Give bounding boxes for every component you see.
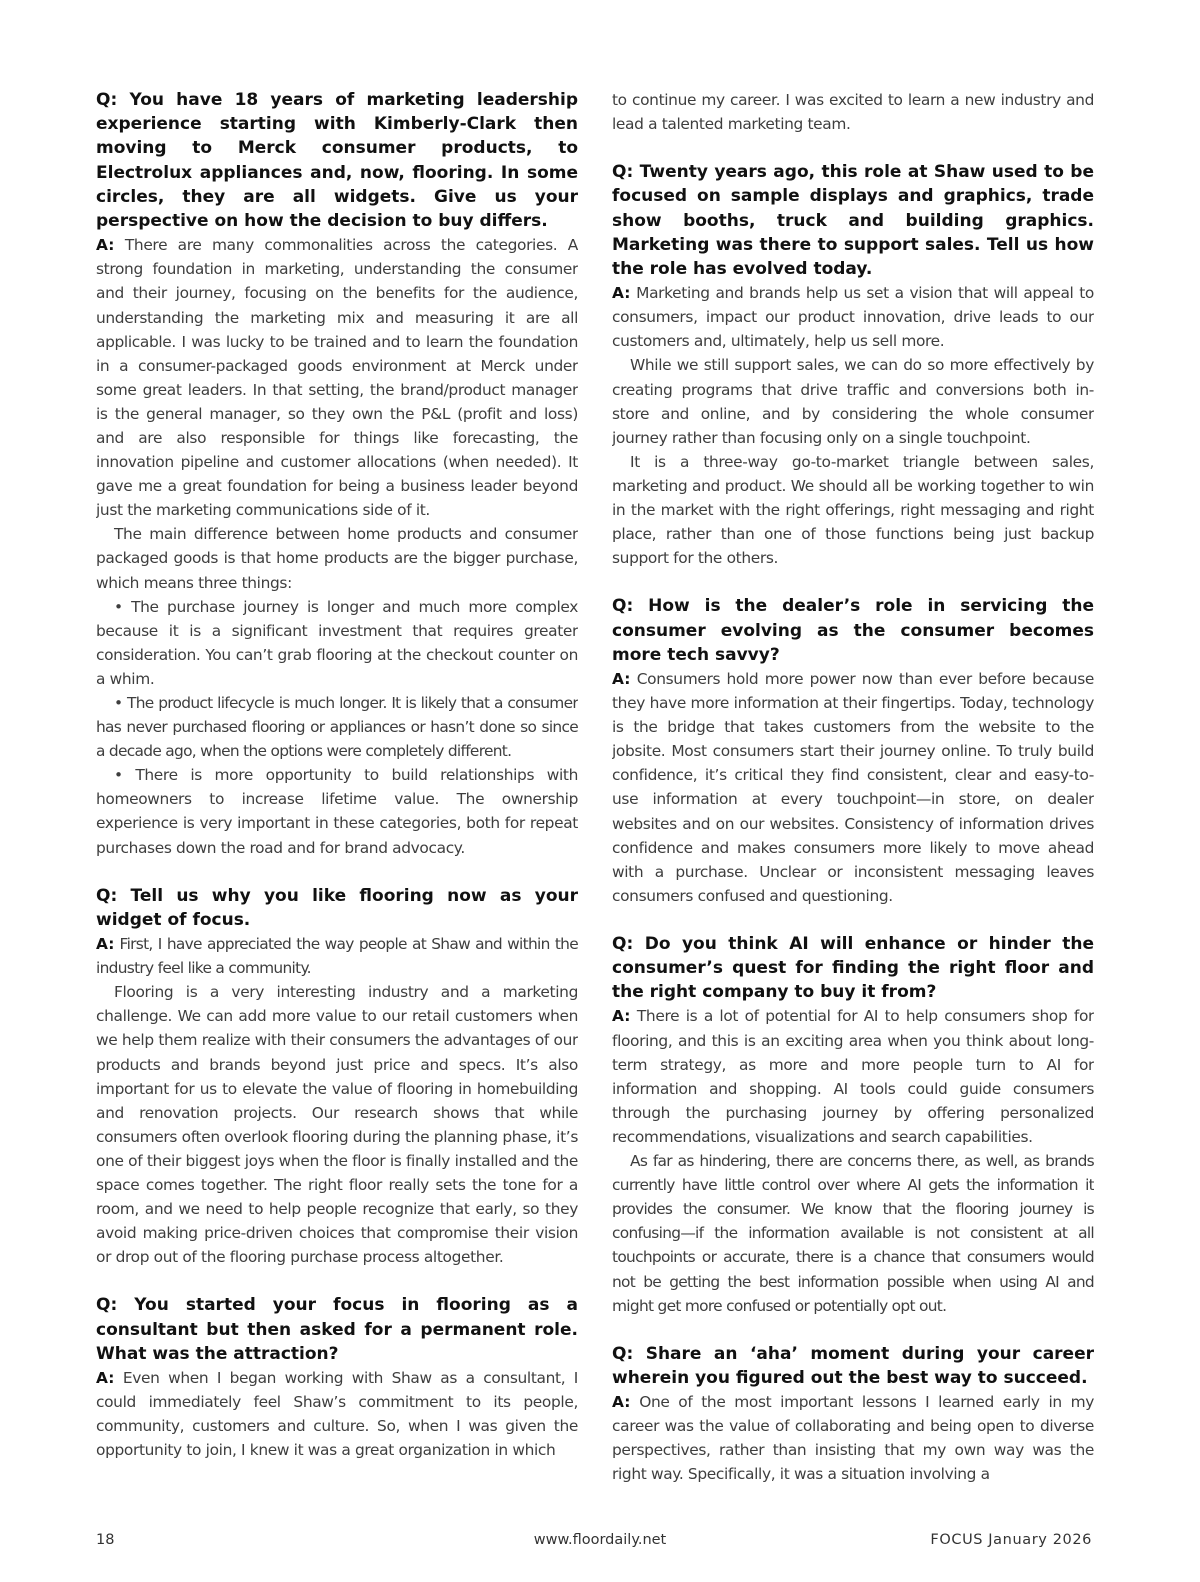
question-heading: Q: Tell us why you like flooring now as your widget of focus. [96, 885, 578, 930]
answer-paragraph [612, 1390, 1094, 1486]
body-paragraph: While we still support sales, we can do so more effectively by creating programs that drive traffic and conversions both in-store and online, and by considering the whole consumer journey rather than focusing only on a single touchpoint. [612, 356, 1094, 447]
qa-block-why-flooring [96, 884, 578, 1270]
question-heading: Q: You have 18 years of marketing leadership experience starting with Kimberly-Clark then moving to Merck consumer products, to Electrolux appliances and, now, flooring. In some circles, they are all widgets. Give us your perspective on how the decision to buy differs. [96, 90, 578, 232]
qa-block-aha-moment [612, 1342, 1094, 1487]
page-number: 18 [96, 1532, 115, 1548]
qa-block-consultant [96, 1293, 578, 1462]
block-spacer [612, 1318, 1094, 1342]
answer-label: A: [612, 1393, 631, 1412]
answer-text: One of the most important lessons I learned early in my career was the value of collaborating and being open to diverse perspectives, rather than insisting that my own way was the right way. Specifically, it was a situation involving a [612, 1393, 1094, 1484]
question-heading: Q: Twenty years ago, this role at Shaw used to be focused on sample displays and graphics, trade show booths, truck and building graphics. Marketing was there to support sales. Tell us how the role has evolved today. [612, 162, 1094, 279]
answer-label: A: [96, 1368, 115, 1387]
block-spacer [612, 570, 1094, 594]
qa-block-perspective [96, 88, 578, 860]
question-heading: Q: Share an ‘aha’ moment during your career wherein you figured out the best way to succeed. [612, 1343, 1094, 1388]
issue-label: FOCUS January 2026 [930, 1532, 1092, 1548]
qa-block-role-evolved [612, 160, 1094, 570]
answer-paragraph [612, 667, 1094, 908]
answer-paragraph [96, 932, 578, 980]
body-paragraph: Flooring is a very interesting industry and a marketing challenge. We can add more value to our retail customers when we help them realize with their consumers the advantages of our products and brands beyond just price and specs. It’s also important for us to elevate the value of flooring in homebuilding and renovation projects. Our research shows that while consumers often overlook flooring during the planning phase, it’s one of their biggest joys when the floor is finally installed and the space comes together. The right floor really sets the tone for a room, and we need to help people recognize that early, so they avoid making price-driven choices that compromise their vision or drop out of the flooring purchase process altogether. [96, 983, 578, 1267]
question-heading: Q: How is the dealer’s role in servicing the consumer evolving as the consumer becomes more tech savvy? [612, 596, 1094, 665]
bullet-item: • There is more opportunity to build relationships with homeowners to increase lifetime value. The ownership experience is very important in these categories, both for repeat purchases down the road and for brand advocacy. [96, 766, 578, 857]
answer-paragraph [96, 1366, 578, 1462]
answer-text: First, I have appreciated the way people at Shaw and within the industry feel like a community. [96, 935, 578, 978]
answer-paragraph [96, 233, 578, 522]
bullet-item: • The purchase journey is longer and much more complex because it is a significant investment that requires greater consideration. You can’t grab flooring at the checkout counter on a whim. [96, 597, 578, 688]
answer-label: A: [612, 669, 631, 688]
answer-text: Marketing and brands help us set a vision that will appeal to consumers, impact our product innovation, drive leads to our customers and, ultimately, help us sell more. [612, 284, 1094, 351]
right-column [612, 88, 1094, 1488]
qa-block-ai [612, 932, 1094, 1318]
bullet-item: • The product lifecycle is much longer. It is likely that a consumer has never purchased flooring or appliances or hasn’t done so since a decade ago, when the options were completely different. [96, 694, 578, 761]
answer-paragraph [612, 1004, 1094, 1149]
block-spacer [96, 1269, 578, 1293]
answer-text: Consumers hold more power now than ever before because they have more information at their fingertips. Today, technology is the bridge that takes customers from the website to the jobsite. Most consumers start their journey online. To truly build confidence, it’s critical they find consistent, clear and easy-to-use information at every touchpoint—in store, on dealer websites and on our websites. Consistency of information drives confidence and makes consumers more likely to move ahead with a purchase. Unclear or inconsistent messaging leaves consumers confused and questioning. [612, 669, 1094, 905]
answer-label: A: [612, 284, 631, 303]
left-column [96, 88, 578, 1488]
continued-paragraph: to continue my career. I was excited to learn a new industry and lead a talented marketing team. [612, 91, 1094, 134]
answer-label: A: [612, 1007, 631, 1026]
block-spacer [612, 908, 1094, 932]
block-spacer [612, 136, 1094, 160]
answer-text: Even when I began working with Shaw as a consultant, I could immediately feel Shaw’s commitment to its people, community, customers and culture. So, when I was given the opportunity to join, I knew it was a great organization in which [96, 1368, 578, 1460]
body-paragraph: The main difference between home products and consumer packaged goods is that home products are the bigger purchase, which means three things: [96, 525, 578, 592]
answer-text: There are many commonalities across the categories. A strong foundation in marketing, understanding the consumer and their journey, focusing on the benefits for the audience, understanding the marketing mix and measuring it are all applicable. I was lucky to be trained and to learn the foundation in a consumer-packaged goods environment at Merck under some great leaders. In that setting, the brand/product manager is the general manager, so they own the P&L (profit and loss) and are also responsible for things like forecasting, the innovation pipeline and customer allocations (when needed). It gave me a great foundation for being a business leader beyond just the marketing communications side of it. [96, 236, 578, 520]
answer-label: A: [96, 935, 115, 954]
answer-paragraph [612, 281, 1094, 353]
answer-text: There is a lot of potential for AI to help consumers shop for flooring, and this is an exciting area when you think about long-term strategy, as more and more people turn to AI for information and shopping. AI tools could guide consumers through the purchasing journey by offering personalized recommendations, visualizations and search capabilities. [612, 1007, 1094, 1146]
body-paragraph: It is a three-way go-to-market triangle between sales, marketing and product. We should all be working together to win in the market with the right offerings, right messaging and right place, rather than one of those functions being just backup support for the others. [612, 452, 1094, 568]
answer-label: A: [96, 236, 115, 255]
website-link[interactable]: www.floordaily.net [533, 1532, 667, 1548]
body-paragraph: As far as hindering, there are concerns there, as well, as brands currently have little control over where AI gets the information it provides the consumer. We know that the flooring journey is confusing—if the information available is not consistent at all touchpoints or accurate, there is a chance that consumers would not be getting the best information possible when using AI and might get more confused or potentially opt out. [612, 1152, 1094, 1315]
block-spacer [96, 860, 578, 884]
question-heading: Q: Do you think AI will enhance or hinder the consumer’s quest for finding the right floor and the right company to buy it from? [612, 933, 1094, 1003]
qa-block-dealer-role [612, 594, 1094, 908]
question-heading: Q: You started your focus in flooring as a consultant but then asked for a permanent role. What was the attraction? [96, 1295, 578, 1364]
